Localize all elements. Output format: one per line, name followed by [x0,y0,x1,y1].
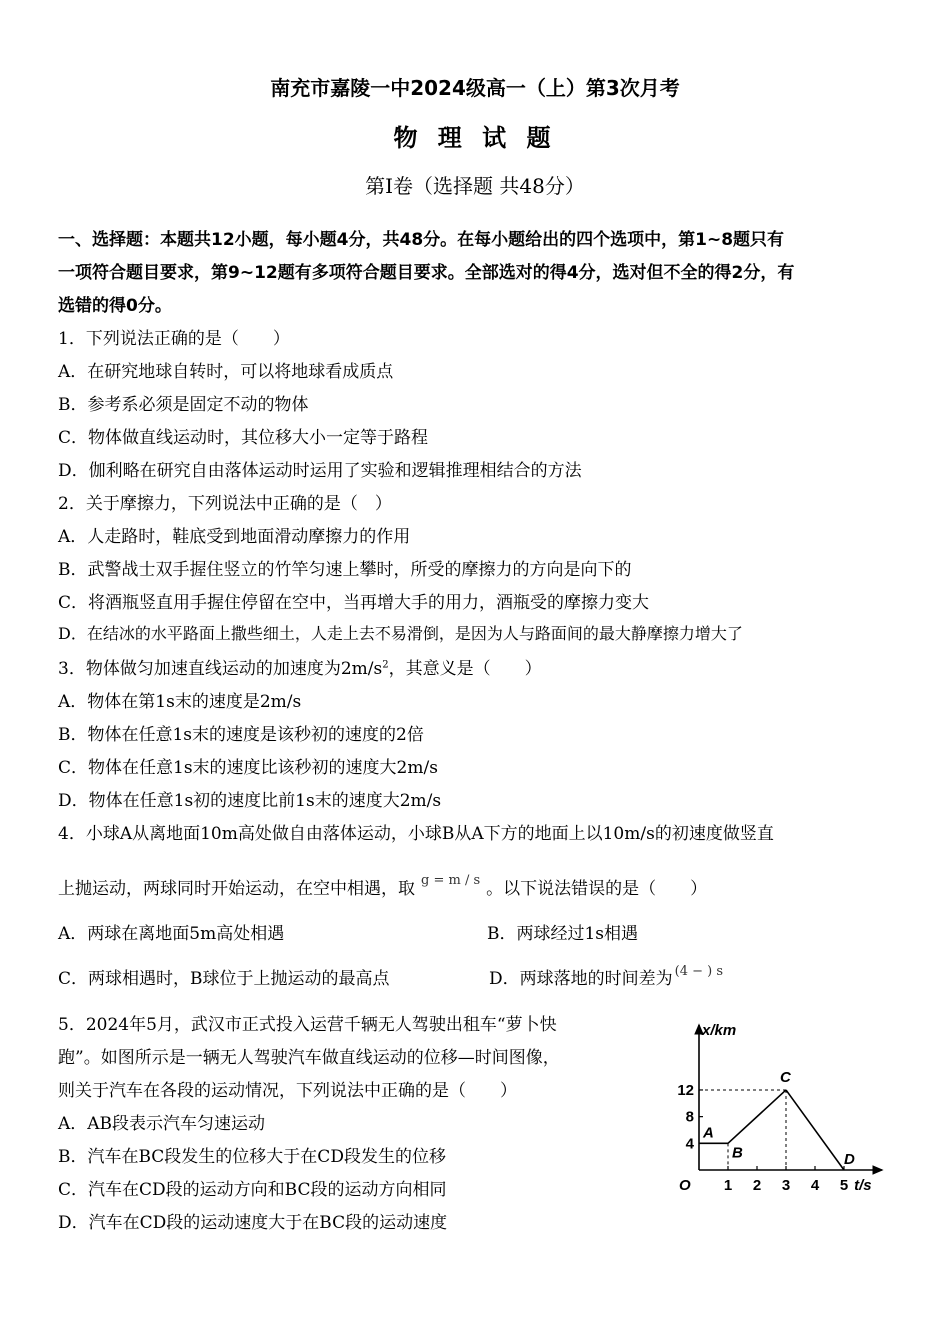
question-5-stem: 则关于汽车在各段的运动情况，下列说法中正确的是（ ） [58,1081,517,1101]
x-tick-label: 2 [752,1177,762,1194]
question-1-option-b: B．参考系必须是固定不动的物体 [58,395,309,415]
question-3-option-d: D．物体在任意1s初的速度比前1s末的速度大2m/s [58,791,442,811]
formula-time-diff: (4 − ) s [674,964,724,979]
question-2-option-c: C．将酒瓶竖直用手握住停留在空中，当再增大手的用力，酒瓶受的摩擦力变大 [58,593,650,613]
volume-heading: 第Ⅰ卷（选择题 共48分） [365,174,585,198]
instructions-line: 选错的得0分。 [58,296,172,316]
formula-g: g = m / s [421,873,481,888]
segment-bc [728,1090,786,1143]
question-4-option-d: D．两球落地的时间差为 $^{(4 - ) s}$ [489,964,724,989]
question-3-option-b: B．物体在任意1s末的速度是该秒初的速度的2倍 [58,725,424,745]
question-2-option-a: A．人走路时，鞋底受到地面滑动摩擦力的作用 [58,527,411,547]
question-3-option-a: A．物体在第1s末的速度是2m/s [58,692,302,712]
point-label-a: A [703,1124,714,1142]
question-3-stem: 3．物体做匀加速直线运动的加速度为$2m/s^2$，其意义是（ ） [58,659,542,679]
position-time-graph [670,1015,900,1200]
question-3-option-c: C．物体在任意1s末的速度比该秒初的速度大2m/s [58,758,438,778]
question-2-option-b: B．武警战士双手握住竖立的竹竿匀速上攀时，所受的摩擦力的方向是向下的 [58,560,632,580]
point-label-d: D [844,1151,855,1168]
question-4-option-a: A．两球在离地面5m高处相遇 [58,924,285,944]
point-label-b: B [732,1144,743,1162]
point-label-c: C [780,1068,791,1086]
question-1-option-c: C．物体做直线运动时，其位移大小一定等于路程 [58,428,429,448]
origin-label: O [679,1177,691,1194]
question-5-option-b: B．汽车在BC段发生的位移大于在CD段发生的位移 [58,1147,446,1167]
question-4-stem: 4．小球A从离地面10m高处做自由落体运动，小球B从A下方的地面上以10m/s的初速度做竖直 [58,824,774,844]
y-axis-label: x/km [702,1022,737,1039]
question-2-option-d: D．在结冰的水平路面上撒些细土，人走上去不易滑倒，是因为人与路面间的最大静摩擦力增大了 [58,624,743,643]
instructions-line: 一项符合题目要求，第9~12题有多项符合题目要求。全部选对的得4分，选对但不全的得2分，有 [58,263,795,283]
x-tick-label: 4 [810,1177,820,1194]
instructions-line: 一、选择题：本题共12小题，每小题4分，共48分。在每小题给出的四个选项中，第1~8题只有 [58,230,785,250]
question-1-option-d: D．伽利略在研究自由落体运动时运用了实验和逻辑推理相结合的方法 [58,461,582,481]
x-tick-label: 1 [723,1177,733,1194]
question-5-stem: 5．2024年5月，武汉市正式投入运营千辆无人驾驶出租车“萝卜快 [58,1015,557,1035]
question-4-option-c: C．两球相遇时，B球位于上抛运动的最高点 [58,969,390,989]
question-5-option-c: C．汽车在CD段的运动方向和BC段的运动方向相同 [58,1180,447,1200]
x-axis-label: t/s [854,1177,872,1194]
x-tick-label: 5 [839,1177,849,1194]
y-tick-label: 12 [677,1081,694,1099]
question-1-option-a: A．在研究地球自转时，可以将地球看成质点 [58,362,394,382]
question-4-option-b: B．两球经过1s相遇 [487,924,639,944]
x-tick-label: 3 [781,1177,791,1194]
question-5-stem: 跑”。如图所示是一辆无人驾驶汽车做直线运动的位移—时间图像， [58,1048,560,1068]
segment-cd [786,1090,844,1170]
question-5-option-d: D．汽车在CD段的运动速度大于在BC段的运动速度 [58,1213,448,1233]
y-tick-label: 4 [685,1135,694,1153]
question-4-stem-cont: 上抛运动，两球同时开始运动，在空中相遇，取 $^{g = m / s}$ 。以下说法错误的是（ ） [58,873,708,899]
subject-title: 物 理 试 题 [393,124,557,152]
question-5-option-a: A．AB段表示汽车匀速运动 [58,1114,266,1134]
question-1-stem: 1．下列说法正确的是（ ） [58,329,290,349]
y-tick-label: 8 [685,1108,694,1126]
exam-title: 南充市嘉陵一中2024级高一（上）第3次月考 [270,76,680,100]
question-2-stem: 2．关于摩擦力，下列说法中正确的是（ ） [58,494,392,514]
